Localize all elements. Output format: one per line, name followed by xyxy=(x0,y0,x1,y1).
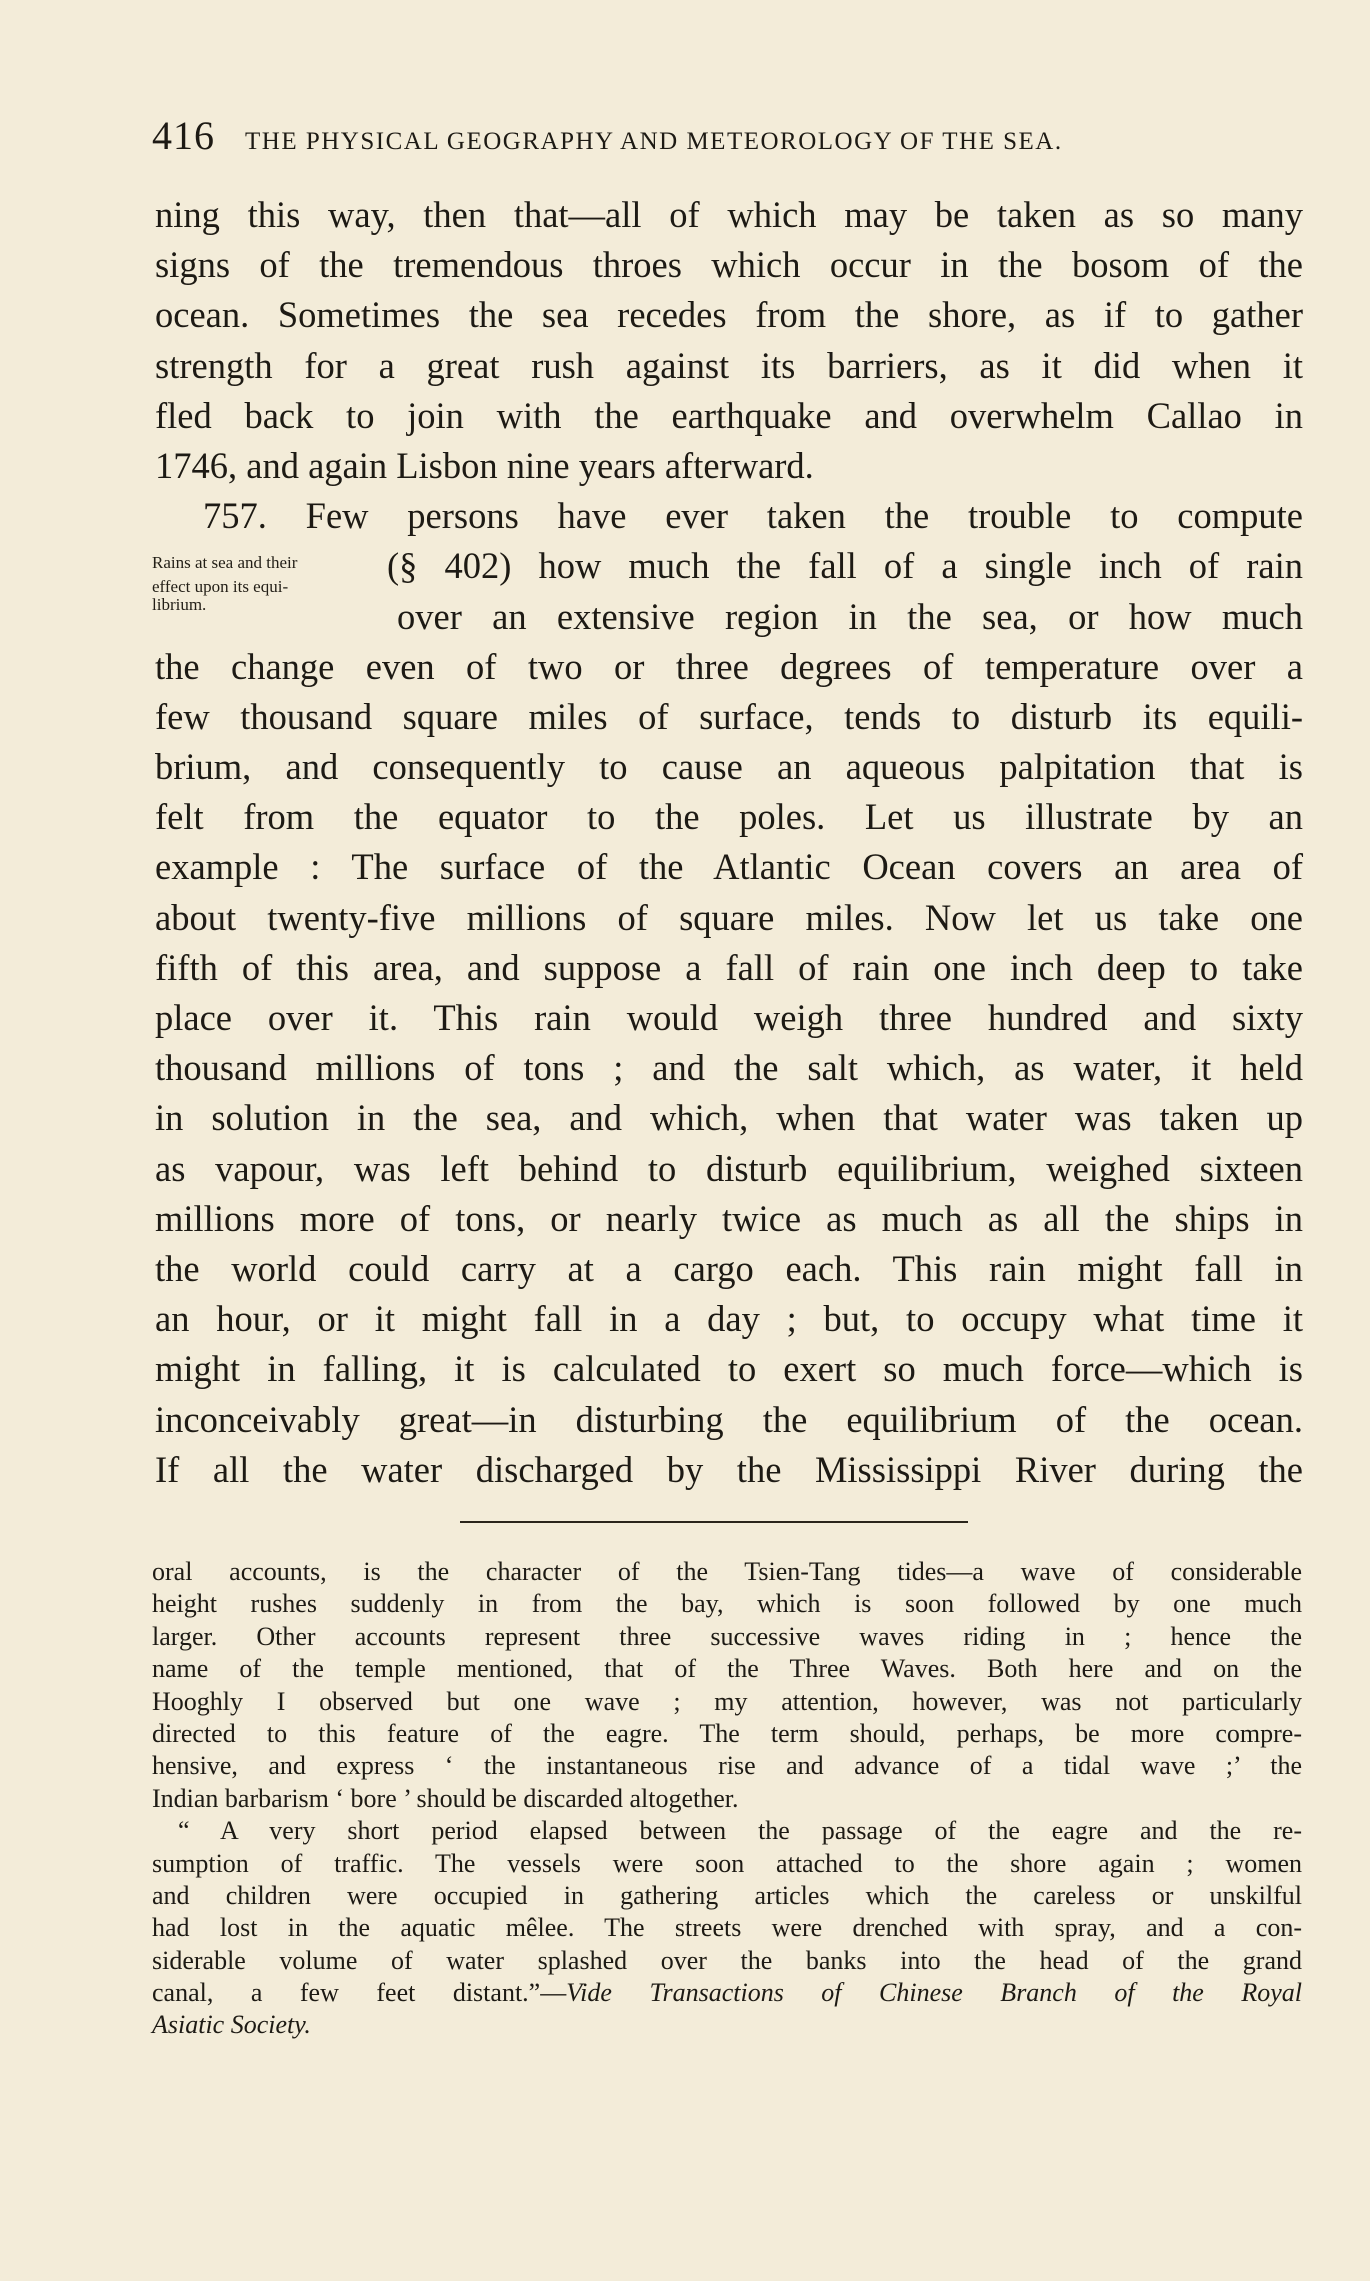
footnote-line: hensive, and express ‘ the instantaneous rise and advance of a tidal wave ;’ the xyxy=(152,1751,1302,1781)
body-line: (§ 402) how much the fall of a single inch of rain xyxy=(387,545,1303,587)
body-line: an hour, or it might fall in a day ; but, to occupy what time it xyxy=(155,1298,1303,1340)
paragraph-757-start: 757. Few persons have ever taken the trouble to compute xyxy=(203,495,1303,537)
footnote-citation-source: Asiatic Society. xyxy=(152,2010,311,2040)
body-line: might in falling, it is calculated to exert so much force—which is xyxy=(155,1348,1303,1390)
body-line: signs of the tremendous throes which occur in the bosom of the xyxy=(155,244,1303,286)
body-line: in solution in the sea, and which, when that water was taken up xyxy=(155,1097,1303,1139)
body-line: brium, and consequently to cause an aqueous palpitation that is xyxy=(155,746,1303,788)
footnote-line: height rushes suddenly in from the bay, which is soon followed by one much xyxy=(152,1589,1302,1619)
body-line: as vapour, was left behind to disturb equilibrium, weighed sixteen xyxy=(155,1147,1303,1189)
footnote-line: and children were occupied in gathering articles which the careless or unskilful xyxy=(152,1880,1302,1910)
running-header xyxy=(152,112,1242,162)
footnote-citation-italic: Vide Transactions of Chinese Branch of the Royal xyxy=(566,1978,1302,2008)
footnote-line: sumption of traffic. The vessels were soon attached to the shore again ; women xyxy=(152,1848,1302,1878)
page-number: 416 xyxy=(152,113,215,158)
running-title: THE PHYSICAL GEOGRAPHY AND METEOROLOGY OF THE SEA. xyxy=(245,128,1063,155)
body-line: over an extensive region in the sea, or how much xyxy=(397,595,1303,637)
footnote-citation-roman: canal, a few feet distant.”— xyxy=(152,1978,567,2008)
footnote-line: siderable volume of water splashed over the banks into the head of the grand xyxy=(152,1945,1302,1975)
body-line: fled back to join with the earthquake and overwhelm Callao in xyxy=(155,394,1303,436)
main-text xyxy=(155,190,1303,1495)
footnote-block xyxy=(152,1556,1302,2042)
body-line: ning this way, then that—all of which may be taken as so many xyxy=(155,194,1303,235)
body-line: If all the water discharged by the Mississippi River during the xyxy=(155,1448,1303,1490)
footnote-line: Indian barbarism ‘ bore ’ should be discarded altogether. xyxy=(152,1783,739,1813)
footnote-line: oral accounts, is the character of the Tsien-Tang tides—a wave of considerable xyxy=(152,1557,1302,1586)
marginal-note-line: Rains at sea and their xyxy=(152,553,298,572)
body-line: place over it. This rain would weigh three hundred and sixty xyxy=(155,997,1303,1038)
footnote-line: had lost in the aquatic mêlee. The streets were drenched with spray, and a con- xyxy=(152,1913,1302,1943)
body-line: few thousand square miles of surface, tends to disturb its equili- xyxy=(155,695,1303,737)
body-line: about twenty-five millions of square miles. Now let us take one xyxy=(155,896,1303,938)
body-line: thousand millions of tons ; and the salt which, as water, it held xyxy=(155,1047,1303,1089)
marginal-note-line: effect upon its equi- xyxy=(152,577,289,596)
body-line: the world could carry at a cargo each. This rain might fall in xyxy=(155,1247,1303,1289)
body-line: 1746, and again Lisbon nine years afterward. xyxy=(155,444,814,486)
body-line: inconceivably great—in disturbing the equilibrium of the ocean. xyxy=(155,1398,1303,1440)
footnote-line: name of the temple mentioned, that of the Three Waves. Both here and on the xyxy=(152,1654,1302,1684)
footnote-line: Hooghly I observed but one wave ; my attention, however, was not particularly xyxy=(152,1686,1302,1716)
body-line: millions more of tons, or nearly twice as much as all the ships in xyxy=(155,1197,1303,1239)
footnote-line: directed to this feature of the eagre. The term should, perhaps, be more compre- xyxy=(152,1718,1302,1748)
marginal-note-line: librium. xyxy=(152,595,207,614)
body-line: felt from the equator to the poles. Let us illustrate by an xyxy=(155,796,1303,838)
body-line: example : The surface of the Atlantic Ocean covers an area of xyxy=(155,846,1303,888)
body-line: the change even of two or three degrees of temperature over a xyxy=(155,645,1303,687)
body-line: fifth of this area, and suppose a fall of rain one inch deep to take xyxy=(155,946,1303,988)
body-line: strength for a great rush against its barriers, as it did when it xyxy=(155,344,1303,386)
footnote-line: larger. Other accounts represent three successive waves riding in ; hence the xyxy=(152,1621,1302,1651)
body-line: ocean. Sometimes the sea recedes from the shore, as if to gather xyxy=(155,294,1303,336)
footnote-quote-start: “ A very short period elapsed between the passage of the eagre and the re- xyxy=(178,1816,1302,1846)
footnote-separator-rule xyxy=(460,1521,968,1523)
footnote-citation-line xyxy=(152,1977,1302,2009)
